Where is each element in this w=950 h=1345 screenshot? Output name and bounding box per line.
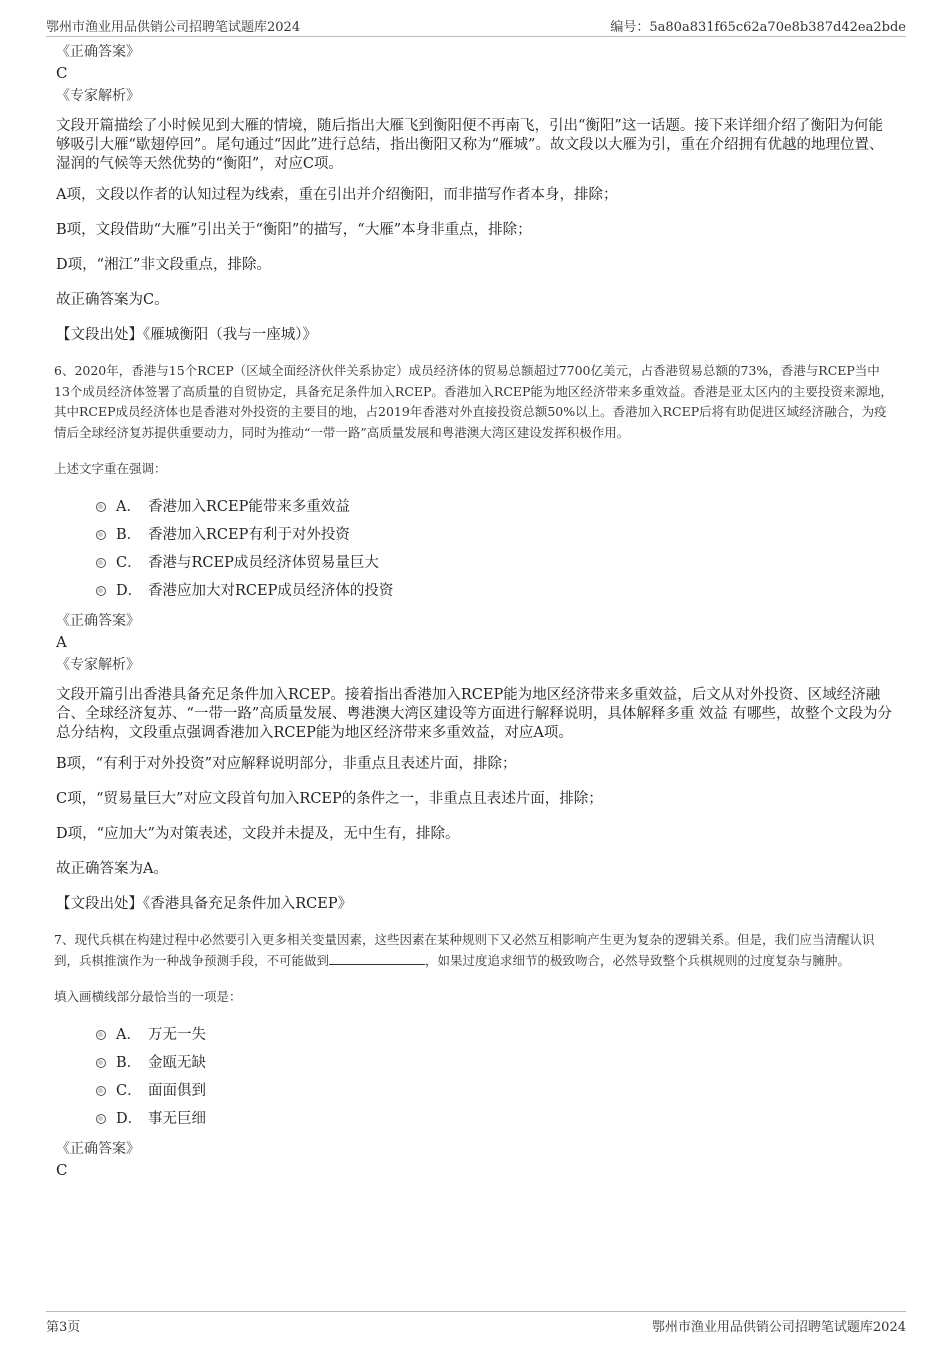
radio-icon[interactable] xyxy=(96,1114,106,1124)
option-letter: D． xyxy=(116,583,143,599)
option-letter: A． xyxy=(116,499,141,515)
correct-answer-label: 《正确答案》 xyxy=(56,1141,140,1157)
question-6-prompt: 上述文字重在强调： xyxy=(54,461,167,476)
option-text: 香港应加大对RCEP成员经济体的投资 xyxy=(148,583,394,599)
option-letter: D． xyxy=(116,1111,143,1127)
correct-answer: C xyxy=(56,1161,68,1179)
option-b[interactable] xyxy=(96,1049,894,1077)
header-title: 鄂州市渔业用品供销公司招聘笔试题库2024 xyxy=(46,20,301,35)
analysis-paragraph: 文段开篇引出香港具备充足条件加入RCEP。接着指出香港加入RCEP能为地区经济带来多重效益，后文从对外投资、区域经济融合、全球经济复苏、“一带一路”高质量发展、粤港澳大湾区建设等方面进行解释说明，具体解释多重 效益 有哪些，故整个文段为分总分结构，文段重点强调香港加入RCEP能为地区经济带来多重效益，对应A项。 xyxy=(56,687,893,741)
option-text: 万无一失 xyxy=(148,1027,206,1043)
question-7-text-after: ，如果过度追求细节的极致吻合，必然导致整个兵棋规则的过度复杂与臃肿。 xyxy=(425,952,851,968)
option-b[interactable] xyxy=(96,521,894,549)
analysis-option-c: C项，“贸易量巨大”对应文段首句加入RCEP的条件之一，非重点且表述片面，排除； xyxy=(56,791,603,807)
question-6-options xyxy=(96,493,894,605)
analysis-conclusion: 故正确答案为A。 xyxy=(56,861,168,877)
analysis-option-d: D项，“应加大”为对策表述，文段并未提及，无中生有，排除。 xyxy=(56,826,460,842)
correct-answer-label: 《正确答案》 xyxy=(56,44,140,60)
header-doc-id: 编号：5a80a831f65c62a70e8b387d42ea2bde xyxy=(610,20,906,35)
question-7-prompt: 填入画横线部分最恰当的一项是： xyxy=(54,989,242,1004)
radio-icon[interactable] xyxy=(96,558,106,568)
analysis-conclusion: 故正确答案为C。 xyxy=(56,292,169,308)
question-7-text xyxy=(54,930,894,971)
option-letter: B． xyxy=(116,527,142,543)
correct-answer-label: 《正确答案》 xyxy=(56,613,140,629)
passage-source: 【文段出处】《香港具备充足条件加入RCEP》 xyxy=(56,896,353,912)
option-d[interactable] xyxy=(96,1105,894,1133)
option-text: 香港与RCEP成员经济体贸易量巨大 xyxy=(148,555,379,571)
expert-analysis-label: 《专家解析》 xyxy=(56,88,140,104)
option-a[interactable] xyxy=(96,1021,894,1049)
page-number: 第3页 xyxy=(46,1320,81,1335)
option-d[interactable] xyxy=(96,577,894,605)
passage-source: 【文段出处】《雁城衡阳（我与一座城）》 xyxy=(56,327,317,343)
analysis-option-b: B项，“有利于对外投资”对应解释说明部分，非重点且表述片面，排除； xyxy=(56,756,517,772)
analysis-option-d: D项，“湘江”非文段重点，排除。 xyxy=(56,257,271,273)
radio-icon[interactable] xyxy=(96,1058,106,1068)
question-7-options xyxy=(96,1021,894,1133)
expert-analysis-label: 《专家解析》 xyxy=(56,657,140,673)
option-letter: C． xyxy=(116,1083,142,1099)
analysis-paragraph: 文段开篇描绘了小时候见到大雁的情境，随后指出大雁飞到衡阳便不再南飞，引出“衡阳”这一话题。接下来详细介绍了衡阳为何能够吸引大雁“歇翅停回”。尾句通过“因此”进行总结，指出衡阳又称为“雁城”。故文段以大雁为引，重在介绍拥有优越的地理位置、湿润的气候等天然优势的“衡阳”，对应C项。 xyxy=(56,118,884,172)
correct-answer: C xyxy=(56,64,68,82)
option-c[interactable] xyxy=(96,1077,894,1105)
page-header xyxy=(46,14,906,37)
question-6-text: 6、2020年，香港与15个RCEP（区域全面经济伙伴关系协定）成员经济体的贸易总额超过7700亿美元，占香港贸易总额的73%，香港与RCEP当中13个成员经济体签署了高质量的自贸协定，具备充足条件加入RCEP。香港加入RCEP能为地区经济带来多重效益。香港是亚太区内的主要投资来源地，其中RCEP成员经济体也是香港对外投资的主要目的地，占2019年香港对外直接投资总额50%以上。香港加入RCEP后将有助促进区域经济融合，为疫情后全球经济复苏提供重要动力，同时为推动“一带一路”高质量发展和粤港澳大湾区建设发挥积极作用。 xyxy=(54,363,893,440)
radio-icon[interactable] xyxy=(96,502,106,512)
analysis-option-b: B项，文段借助“大雁”引出关于“衡阳”的描写，“大雁”本身非重点，排除； xyxy=(56,222,532,238)
question-7-text-before: 7、现代兵棋在构建过程中必然要引入更多相关变量因素，这些因素在某种规则下又必然互相影响产生更为复杂的逻辑关系。但是，我们应当清醒认识到，兵棋推演作为一种战争预测手段，不可能做到 xyxy=(54,932,875,968)
option-a[interactable] xyxy=(96,493,894,521)
analysis-option-a: A项，文段以作者的认知过程为线索，重在引出并介绍衡阳，而非描写作者本身，排除； xyxy=(56,187,618,203)
option-letter: A． xyxy=(116,1027,141,1043)
option-c[interactable] xyxy=(96,549,894,577)
radio-icon[interactable] xyxy=(96,586,106,596)
option-letter: C． xyxy=(116,555,142,571)
option-text: 金瓯无缺 xyxy=(148,1055,206,1071)
option-text: 面面俱到 xyxy=(148,1083,206,1099)
option-text: 香港加入RCEP能带来多重效益 xyxy=(148,499,350,515)
footer-title: 鄂州市渔业用品供销公司招聘笔试题库2024 xyxy=(651,1320,906,1335)
radio-icon[interactable] xyxy=(96,530,106,540)
option-text: 事无巨细 xyxy=(148,1111,206,1127)
option-letter: B． xyxy=(116,1055,142,1071)
fill-blank xyxy=(329,952,425,965)
correct-answer: A xyxy=(56,633,67,651)
page-content xyxy=(56,42,894,1183)
option-text: 香港加入RCEP有利于对外投资 xyxy=(148,527,350,543)
radio-icon[interactable] xyxy=(96,1030,106,1040)
radio-icon[interactable] xyxy=(96,1086,106,1096)
page-footer xyxy=(46,1311,906,1334)
